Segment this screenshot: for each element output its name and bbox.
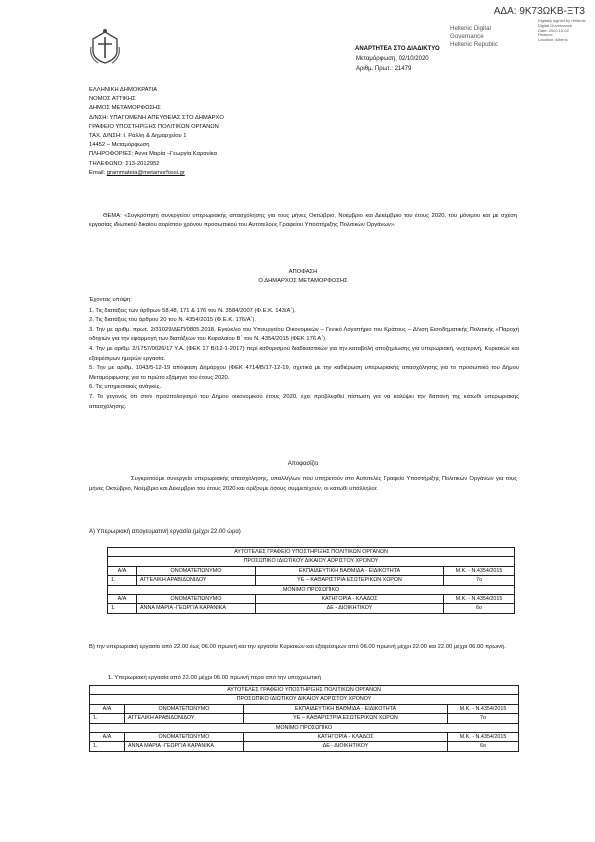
col-name: ΟΝΟΜΑΤΕΠΩΝΥΜΟ bbox=[125, 733, 244, 742]
col-specialty: ΕΚΠΑΙΔΕΥΤΙΚΗ ΒΑΘΜΙΔΑ - ΕΙΔΙΚΟΤΗΤΑ bbox=[256, 566, 444, 575]
decision-heading bbox=[89, 268, 517, 286]
consideration-item: 1. Τις διατάξεις των άρθρων 58,48, 171 & 176 του Ν. 3584/2007 (Φ.Ε.Κ. 143/Α΄). bbox=[89, 307, 296, 314]
cell-specialty: ΥΕ – ΚΑΘΑΡΙΣΤΡΙΑ ΕΣΩΤΕΡΙΚΩΝ ΧΩΡΩΝ bbox=[244, 714, 448, 723]
section-b1: 1. Υπερωριακή εργασία από 22.00 μέχρι 06.00 πρωινή πέρα από την υποχρεωτική bbox=[108, 675, 321, 681]
col-mk: Μ.Κ. - Ν.4354/2015 bbox=[444, 566, 515, 575]
signature-line: Hellenic Digital bbox=[450, 25, 491, 32]
overtime-table-a bbox=[107, 547, 515, 614]
table-group-permanent: ΜΟΝΙΜΟ ΠΡΟΣΩΠΙΚΟ bbox=[108, 585, 515, 594]
header-line: ΓΡΑΦΕΙΟ ΥΠΟΣΤΗΡΙΞΗΣ ΠΟΛΙΤΙΚΩΝ ΟΡΓΑΝΩΝ bbox=[89, 123, 219, 130]
section-b: Β) την υπερωριακή εργασία από 22.00 έως 06.00 πρωινή και την εργασία Κυριακών και εξαιρέσιμων από 06.00 πρωινή μέχρι 22.00 και 22.00 μέχρι 06.00 πρωινή. bbox=[89, 644, 506, 650]
subject: ΘΕΜΑ: «Συγκρότηση συνεργείου υπερωριακής απασχόλησης για τους μήνες Οκτώβριο, Νοέμβριο και Δεκέμβριο του έτους 2020, του μόνιμου και με σχέση εργασίας ιδιωτικού δικαίου αορίστου χρόνου προσωπικού του Αυτοτελούς Γραφείου Υποστήριξης Πολιτικών Οργάνων». bbox=[89, 213, 517, 229]
table-group-permanent: ΜΟΝΙΜΟ ΠΡΟΣΩΠΙΚΟ bbox=[90, 723, 519, 732]
col-aa: Α/Α bbox=[108, 595, 137, 604]
cell-name: ΑΓΓΕΛΙΚΗ ΑΡΑΒΙΔΩΝΙΔΟΥ bbox=[125, 714, 244, 723]
col-category: ΚΑΤΗΓΟΡΙΑ - ΚΛΑΔΟΣ bbox=[244, 733, 448, 742]
cell-category: ΔΕ - ΔΙΟΙΚΗΤΙΚΟΥ bbox=[256, 604, 444, 613]
header-line: ΔΗΜΟΣ ΜΕΤΑΜΟΡΦΩΣΗΣ bbox=[89, 105, 161, 112]
cell-name: ΑΝΝΑ ΜΑΡΙΑ -ΓΕΩΡΓΙΑ ΚΑΡΑΝΙΚΑ bbox=[125, 742, 244, 751]
col-mk: Μ.Κ. - Ν.4354/2015 bbox=[448, 704, 519, 713]
cell-mk: 6ο bbox=[448, 742, 519, 751]
right-header bbox=[355, 44, 440, 74]
col-aa: Α/Α bbox=[90, 733, 125, 742]
signature-detail: Date: 2020.10.02 bbox=[538, 27, 569, 33]
greek-emblem-icon bbox=[88, 27, 122, 65]
overtime-table-b bbox=[89, 685, 519, 752]
table-header-row bbox=[108, 566, 515, 575]
decision-subtitle: Ο ΔΗΜΑΡΧΟΣ ΜΕΤΑΜΟΡΦΩΣΗΣ bbox=[258, 278, 348, 284]
table-header-row bbox=[90, 704, 519, 713]
consideration-item: 6. Τις υπηρεσιακές ανάγκες. bbox=[89, 384, 162, 391]
cell-name: ΑΝΝΑ ΜΑΡΙΑ -ΓΕΩΡΓΙΑ ΚΑΡΑΝΙΚΑ bbox=[137, 604, 256, 613]
digital-signature-details bbox=[538, 19, 590, 43]
col-aa: Α/Α bbox=[90, 704, 125, 713]
considerations-list bbox=[89, 296, 519, 412]
consideration-item: 5. Την με αριθμ. 1043/5-12-19 απόφαση Δημάρχου (ΦΕΚ 4714/Β/17-12-19, σχετικά με την καθιέρωση υπερωριακής απασχόλησης για το προσωπικό του Δήμου Μεταμόρφωσης για το πρώτο εξάμηνο του έτους 2020. bbox=[89, 365, 519, 381]
table-title: ΑΥΤΟΤΕΛΕΣ ΓΡΑΦΕΙΟ ΥΠΟΣΤΗΡΙΞΗΣ ΠΟΛΙΤΙΚΩΝ ΟΡΓΑΝΩΝ bbox=[108, 548, 515, 557]
cell-mk: 7ο bbox=[448, 714, 519, 723]
header-line: ΤΗΛΕΦΩΝΟ: 213-2012952 bbox=[89, 160, 160, 167]
header-line: 14452 – Μεταμόρφωση bbox=[89, 142, 150, 149]
table-group-private: ΠΡΟΣΩΠΙΚΟ ΙΔΙΩΤΙΚΟΥ ΔΙΚΑΙΟΥ ΑΟΡΙΣΤΟΥ ΧΡΟΝΟΥ bbox=[90, 695, 519, 704]
protocol-number: Αριθμ. Πρωτ.: 21479 bbox=[356, 66, 412, 72]
consideration-item: 2. Τις διατάξεις του άρθρου 20 του Ν. 4354/2015 (Φ.Ε.Κ. 176/Α΄). bbox=[89, 317, 257, 324]
col-aa: Α/Α bbox=[108, 566, 137, 575]
signature-detail: Reason: bbox=[538, 32, 553, 38]
table-header-row bbox=[90, 733, 519, 742]
cell-aa: 1. bbox=[90, 742, 125, 751]
header-line: Δ/ΝΣΗ: ΥΠΑΓΟΜΕΝΗ ΑΠΕΥΘΕΙΑΣ ΣΤΟ ΔΗΜΑΡΧΟ bbox=[89, 114, 224, 121]
signature-line: Hellenic Republic bbox=[450, 41, 498, 48]
table-row bbox=[108, 576, 515, 585]
consideration-item: 4. Την με αριθμ. 2/1757/0026/17 Υ.Α. (ΦΕΚ 17 Β/12-1-2017) περί καθορισμού διαδικαστικών για την καταβολή αποζημίωσης για υπερωριακή, νυχτερινή, Κυριακών και εξαιρέσιμων ημερών εργασία. bbox=[89, 345, 519, 362]
section-a: Α) Υπερωριακή απογευματινή εργασία (μέχρι 22.00 ώρα) bbox=[89, 529, 241, 535]
email-label: Email: bbox=[89, 169, 107, 176]
decide-text: Συγκροτούμε συνεργείο υπερωριακής απασχόλησης, υπαλλήλων που υπηρετούν στο Αυτοτελές Γραφείο Υποστήριξης Πολιτικών Οργάνων για τους μήνες Οκτώβριο, Νοέμβριο και Δεκέμβριο του έτους 2020 και ορίζουμε όσους συμμετέχουν, οι κάτωθι υπάλληλοι: bbox=[89, 476, 517, 492]
having-regard: Έχοντας υπόψη: bbox=[89, 297, 132, 303]
place-date: Μεταμόρφωση, 02/10/2020 bbox=[356, 56, 429, 62]
cell-name: ΑΓΓΕΛΙΚΗ ΑΡΑΒΙΔΩΝΙΔΟΥ bbox=[137, 576, 256, 585]
table-row bbox=[90, 742, 519, 751]
cell-aa: 1. bbox=[108, 576, 137, 585]
signature-detail: Location: Athens bbox=[538, 37, 568, 43]
table-group-private: ΠΡΟΣΩΠΙΚΟ ΙΔΙΩΤΙΚΟΥ ΔΙΚΑΙΟΥ ΑΟΡΙΣΤΟΥ ΧΡΟΝΟΥ bbox=[108, 557, 515, 566]
col-category: ΚΑΤΗΓΟΡΙΑ - ΚΛΑΔΟΣ bbox=[256, 595, 444, 604]
signature-detail: Digitally signed by Hellenic Digital Governance bbox=[538, 18, 586, 28]
left-header bbox=[89, 86, 224, 178]
cell-category: ΔΕ - ΔΙΟΙΚΗΤΙΚΟΥ bbox=[244, 742, 448, 751]
header-line: ΝΟΜΟΣ ΑΤΤΙΚΗΣ bbox=[89, 96, 136, 103]
email-line bbox=[89, 169, 224, 178]
col-name: ΟΝΟΜΑΤΕΠΩΝΥΜΟ bbox=[137, 595, 256, 604]
cell-mk: 6ο bbox=[444, 604, 515, 613]
table-title: ΑΥΤΟΤΕΛΕΣ ΓΡΑΦΕΙΟ ΥΠΟΣΤΗΡΙΞΗΣ ΠΟΛΙΤΙΚΩΝ ΟΡΓΑΝΩΝ bbox=[90, 686, 519, 695]
cell-aa: 1. bbox=[90, 714, 125, 723]
cell-aa: 1. bbox=[108, 604, 137, 613]
col-mk: Μ.Κ. - Ν.4354/2015 bbox=[444, 595, 515, 604]
header-line: ΕΛΛΗΝΙΚΗ ΔΗΜΟΚΡΑΤΙΑ bbox=[89, 87, 158, 93]
email-link[interactable]: grammateia@metamorfossi.gr bbox=[106, 169, 185, 176]
decision-title: ΑΠΟΦΑΣΗ bbox=[288, 269, 318, 275]
consideration-item: 7. Το γεγονός ότι στον προϋπολογισμό του Δήμου οικονομικού έτους 2020, έχει προβλεφθεί πίστωση για να καλύψει την δαπάνη της κάτωθι υπερωριακής απασχόλησης. bbox=[89, 393, 519, 410]
cell-mk: 7ο bbox=[444, 576, 515, 585]
ada-code: ΑΔΑ: 9Κ73ΩΚΒ-ΞΤ3 bbox=[493, 6, 585, 17]
table-row bbox=[90, 714, 519, 723]
we-decide: Αποφασίζει bbox=[287, 461, 319, 467]
digital-signature-block bbox=[450, 25, 540, 49]
posted-online: ΑΝΑΡΤΗΤΕΑ ΣΤΟ ΔΙΑΔΙΚΤΥΟ bbox=[355, 46, 440, 52]
consideration-item: 3. Την με αριθμ. πρωτ. 2/31029/ΔΕΠ/0805.2018, Εγκύκλιο του Υπουργείου Οικονομικών – Γενικό Λογιστήριο του Κράτους – Δ/νση Εισοδηματικής Πολιτικής «Παροχή οδηγιών για την εφαρμογή των διατάξεων του Κεφαλαίου Β΄ του Ν. 4354/2015 (ΦΕΚ 176 Α΄). bbox=[89, 326, 519, 343]
col-name: ΟΝΟΜΑΤΕΠΩΝΥΜΟ bbox=[125, 704, 244, 713]
col-specialty: ΕΚΠΑΙΔΕΥΤΙΚΗ ΒΑΘΜΙΔΑ - ΕΙΔΙΚΟΤΗΤΑ bbox=[244, 704, 448, 713]
cell-specialty: ΥΕ – ΚΑΘΑΡΙΣΤΡΙΑ ΕΣΩΤΕΡΙΚΩΝ ΧΩΡΩΝ bbox=[256, 576, 444, 585]
col-mk: Μ.Κ. - Ν.4354/2015 bbox=[448, 733, 519, 742]
signature-line: Governance bbox=[450, 33, 484, 40]
table-row bbox=[108, 604, 515, 613]
table-header-row bbox=[108, 595, 515, 604]
header-line: ΠΛΗΡΟΦΟΡΙΕΣ: Άννα Μαρία –Γεωργία Καρανίκα bbox=[89, 151, 217, 158]
header-line: ΤΑΧ. Δ/ΝΣΗ: Ι. Ράλλη & Δημαρχείου 1 bbox=[89, 133, 187, 140]
col-name: ΟΝΟΜΑΤΕΠΩΝΥΜΟ bbox=[137, 566, 256, 575]
